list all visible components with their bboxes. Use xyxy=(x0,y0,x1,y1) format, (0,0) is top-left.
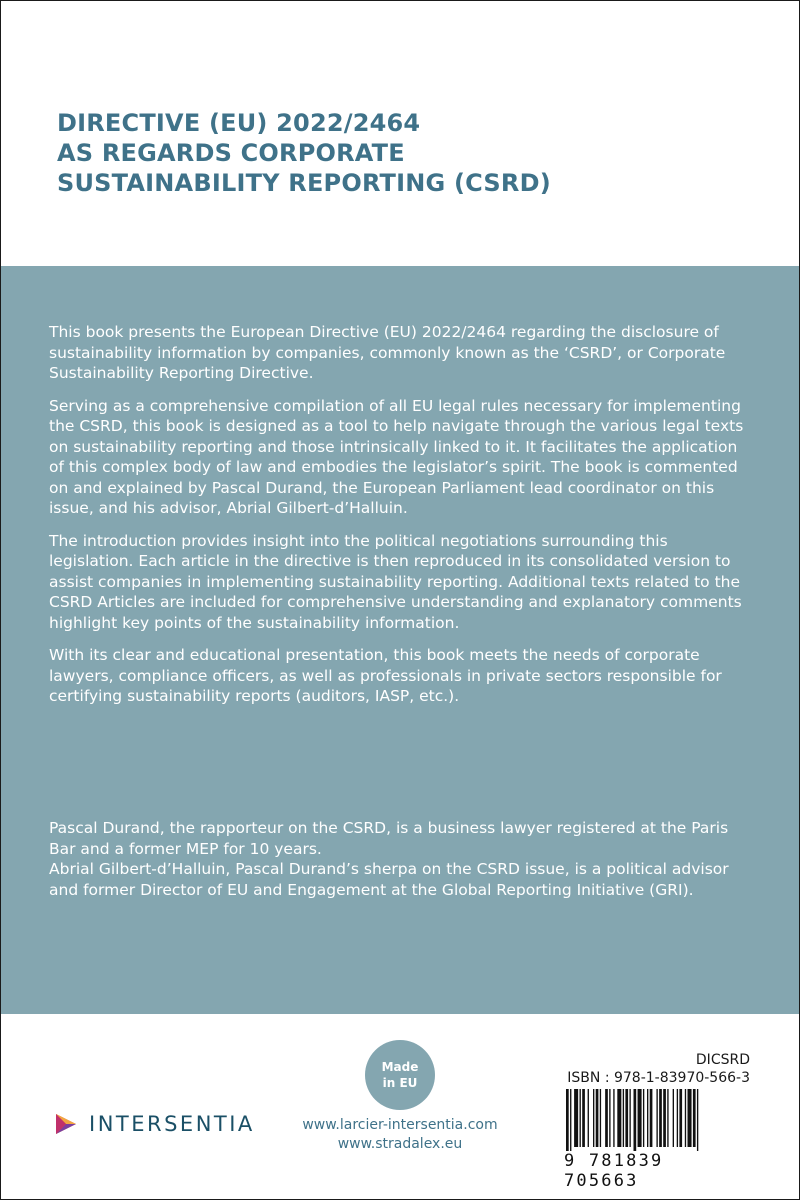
barcode-bar xyxy=(593,1089,594,1147)
url-larcier: www.larcier-intersentia.com xyxy=(302,1117,498,1133)
intersentia-logo-icon xyxy=(53,1111,79,1137)
author-bio-durand: Pascal Durand, the rapporteur on the CSRD, is a business lawyer registered at the Paris Bar and a former MEP for 10 years. xyxy=(49,819,729,858)
barcode-bar xyxy=(634,1089,637,1151)
description-panel xyxy=(1,266,799,1014)
book-title xyxy=(57,108,757,198)
barcode-bar xyxy=(600,1089,601,1147)
barcode-bar xyxy=(588,1089,589,1147)
barcode-bar xyxy=(697,1089,698,1151)
barcode-bar xyxy=(582,1089,585,1147)
barcode-bar xyxy=(609,1089,610,1147)
barcode-bar xyxy=(650,1089,653,1147)
made-in-eu-badge xyxy=(365,1040,435,1110)
title-line-1: DIRECTIVE (EU) 2022/2464 xyxy=(57,109,421,137)
barcode-bar xyxy=(667,1089,668,1147)
barcode-bar xyxy=(625,1089,628,1147)
barcode-bar xyxy=(580,1089,581,1147)
publisher-urls xyxy=(290,1116,510,1154)
description-paragraph-2: Serving as a comprehensive compilation of all EU legal rules necessary for implementing the CSRD, this book is designed as a tool to help navigate through the various legal texts on sustainability reporting and those intrinsically linked to it. It facilitates the application of this complex body of law and embodies the legislator’s spirit. The book is commented on and explained by Pascal Durand, the European Parliament lead coordinator on this issue, and his advisor, Abrial Gilbert-d’Halluin. xyxy=(49,396,744,517)
publisher-logo xyxy=(53,1111,255,1137)
publisher-name: INTERSENTIA xyxy=(89,1112,255,1136)
barcode-bar xyxy=(673,1089,674,1147)
description-paragraph-4: With its clear and educational presentation, this book meets the needs of corporate lawyers, compliance officers, as well as professionals in private sectors responsible for certifying sustainability reports (auditors, IASP, etc.). xyxy=(49,646,722,705)
barcode-bar xyxy=(623,1089,624,1147)
title-line-3: SUSTAINABILITY REPORTING (CSRD) xyxy=(57,169,551,197)
badge-line-1: Made xyxy=(381,1060,419,1074)
barcode-block xyxy=(560,1051,750,1191)
badge-line-2: in EU xyxy=(382,1076,418,1090)
author-bio xyxy=(49,818,749,900)
description-paragraph-3: The introduction provides insight into the political negotiations surrounding this legislation. Each article in the directive is then reproduced in its consolidated version to assist companies in implementing sustainability reporting. Additional texts related to the CSRD Articles are included for comprehensive understanding and explanatory comments highlight key points of the sustainability information. xyxy=(49,531,742,632)
barcode-bar xyxy=(613,1089,614,1147)
barcode-digits: 9 781839 705663 xyxy=(564,1151,664,1191)
barcode-bar xyxy=(656,1089,657,1147)
barcode-bar xyxy=(605,1089,608,1147)
barcode-bars xyxy=(560,1089,750,1151)
barcode-bar xyxy=(566,1089,569,1151)
barcode-bar xyxy=(679,1089,682,1147)
barcode-bar xyxy=(677,1089,678,1147)
barcode-bar xyxy=(643,1089,644,1147)
author-bio-gilbert: Abrial Gilbert-d’Halluin, Pascal Durand’s sherpa on the CSRD issue, is a political advisor and former Director of EU and Engagement at the Global Reporting Initiative (GRI). xyxy=(49,860,729,899)
barcode-bar xyxy=(629,1089,630,1147)
barcode-bar xyxy=(688,1089,692,1147)
barcode-bar xyxy=(617,1089,621,1147)
barcode-bar xyxy=(663,1089,666,1147)
barcode xyxy=(560,1089,750,1191)
barcode-bar xyxy=(647,1089,648,1147)
title-line-2: AS REGARDS CORPORATE xyxy=(57,139,405,167)
book-description xyxy=(49,322,749,719)
barcode-bar xyxy=(574,1089,578,1147)
description-paragraph-1: This book presents the European Directive (EU) 2022/2464 regarding the disclosure of sustainability information by companies, commonly known as the ‘CSRD’, or Corporate Sustainability Reporting Directive. xyxy=(49,323,726,382)
product-code: DICSRD xyxy=(695,1052,750,1068)
barcode-bar xyxy=(596,1089,599,1147)
barcode-bar xyxy=(685,1089,686,1147)
barcode-bar xyxy=(638,1089,642,1147)
barcode-bar xyxy=(693,1089,696,1147)
barcode-bar xyxy=(570,1089,571,1151)
isbn-text: ISBN : 978-1-83970-566-3 xyxy=(567,1070,750,1086)
url-stradalex: www.stradalex.eu xyxy=(337,1136,463,1152)
barcode-bar xyxy=(659,1089,662,1147)
